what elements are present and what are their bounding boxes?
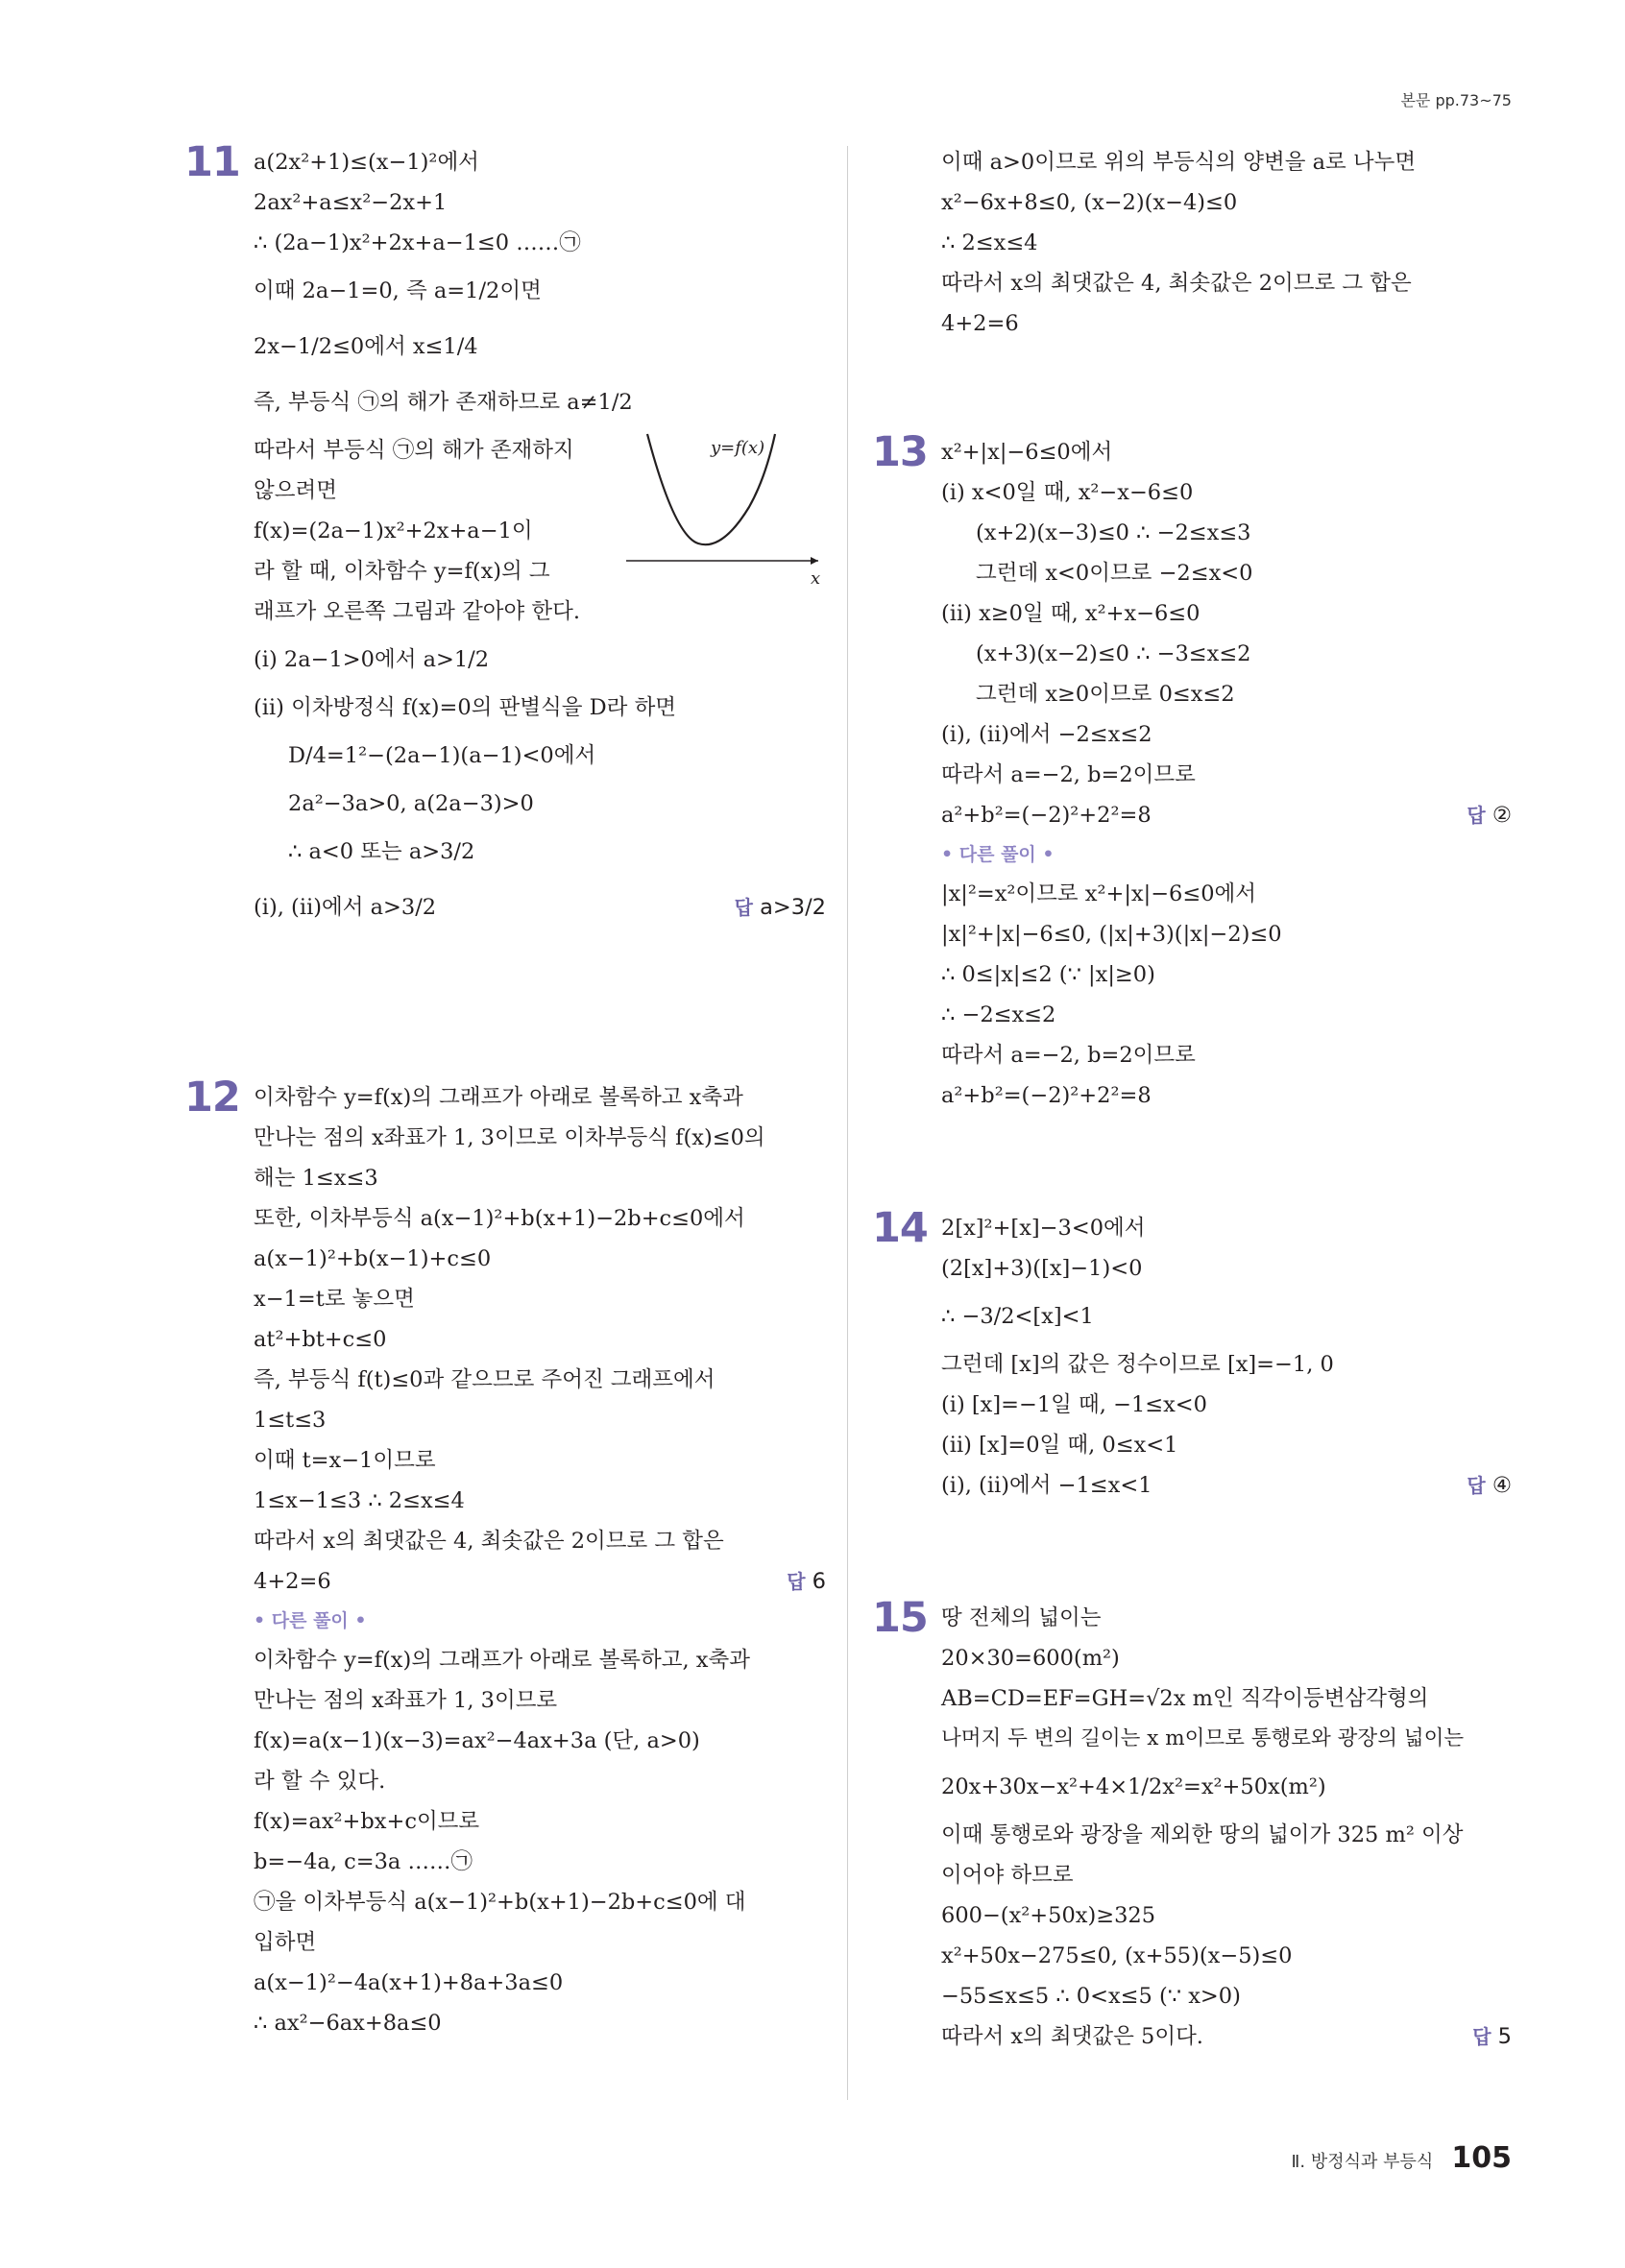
solution-line: 20×30=600(m²) [941, 1646, 1120, 1671]
solution-line: 즉, 부등식 ㉠의 해가 존재하므로 a≠1/2 [254, 390, 633, 415]
alt-solution-line: f(x)=a(x−1)(x−3)=ax²−4ax+3a (단, a>0) [254, 1728, 700, 1753]
page-number: 105 [1451, 2141, 1512, 2175]
solution-line: 2ax²+a≤x²−2x+1 [254, 190, 448, 215]
alt-solution-line: a(x−1)²−4a(x+1)+8a+3a≤0 [254, 1970, 564, 1995]
solution-line: 이때 2a−1=0, 즉 a=1/2이면 [254, 278, 542, 303]
solution-line: 그런데 [x]의 값은 정수이므로 [x]=−1, 0 [941, 1352, 1334, 1377]
solution-line: x²+50x−275≤0, (x+55)(x−5)≤0 [941, 1943, 1293, 1968]
answer: 답 6 [787, 1569, 826, 1594]
alt-solution-line: 만나는 점의 x좌표가 1, 3이므로 [254, 1688, 558, 1713]
right-column [872, 142, 1512, 2057]
solution-line: 따라서 x의 최댓값은 4, 최솟값은 2이므로 그 합은 [254, 1529, 724, 1554]
solution-line: 그런데 x<0이므로 −2≤x<0 [976, 561, 1253, 586]
problem-number: 12 [184, 1074, 240, 1122]
solution-line: 이어야 하므로 [941, 1863, 1074, 1888]
solution-line: (ⅱ) [x]=0일 때, 0≤x<1 [941, 1433, 1178, 1458]
problem-number: 15 [872, 1594, 928, 1642]
solution-line: 또한, 이차부등식 a(x−1)²+b(x+1)−2b+c≤0에서 [254, 1206, 745, 1231]
problem-12-continued [872, 142, 1512, 344]
problem-14 [872, 1204, 1512, 1506]
solution-line: 해는 1≤x≤3 [254, 1166, 378, 1191]
answer: 답 a>3/2 [734, 895, 826, 920]
solution-line: 1≤x−1≤3 ∴ 2≤x≤4 [254, 1488, 465, 1513]
solution-line: 따라서 a=−2, b=2이므로 [941, 762, 1196, 787]
alt-solution-line: 이차함수 y=f(x)의 그래프가 아래로 볼록하고, x축과 [254, 1648, 750, 1673]
solution-line: ∴ a<0 또는 a>3/2 [288, 839, 475, 864]
solution-line: a²+b²=(−2)²+2²=8 [941, 803, 1152, 828]
problem-11 [184, 138, 826, 935]
alt-solution-line: 4+2=6 [941, 311, 1019, 336]
alt-solution-line: 라 할 수 있다. [254, 1769, 386, 1794]
problem-number: 14 [872, 1204, 928, 1252]
solution-line: (ⅱ) x≥0일 때, x²+x−6≤0 [941, 601, 1201, 626]
alt-solution-line: ∴ ax²−6ax+8a≤0 [254, 2011, 442, 2036]
alt-solution-line: ㉠을 이차부등식 a(x−1)²+b(x+1)−2b+c≤0에 대 [254, 1890, 746, 1915]
solution-line: 즉, 부등식 f(t)≤0과 같으므로 주어진 그래프에서 [254, 1367, 715, 1392]
solution-line: 1≤t≤3 [254, 1408, 327, 1433]
solution-line: ∴ (2a−1)x²+2x+a−1≤0 ……㉠ [254, 230, 581, 255]
solution-line: 따라서 부등식 ㉠의 해가 존재하지 [254, 438, 574, 463]
problem-15 [872, 1594, 1512, 2057]
alt-solution-line: a²+b²=(−2)²+2²=8 [941, 1083, 1152, 1108]
solution-line: 라 할 때, 이차함수 y=f(x)의 그 [254, 559, 550, 584]
alt-solution-line: |x|²+|x|−6≤0, (|x|+3)(|x|−2)≤0 [941, 922, 1282, 947]
solution-line: ∴ −3/2<[x]<1 [941, 1304, 1094, 1329]
final-answer-row [941, 2016, 1512, 2057]
solution-line: (ⅰ), (ⅱ)에서 −1≤x<1 [941, 1473, 1152, 1498]
solution-line: (x+2)(x−3)≤0 ∴ −2≤x≤3 [976, 520, 1251, 545]
solution-line: f(x)=(2a−1)x²+2x+a−1이 [254, 519, 533, 543]
solution-line: 20x+30x−x²+4×1/2x²=x²+50x(m²) [941, 1774, 1326, 1799]
alt-solution-line: 입하면 [254, 1930, 317, 1955]
page-footer [1292, 2141, 1512, 2175]
solution-line: 4+2=6 [254, 1569, 331, 1594]
solution-line: (ⅱ) 이차방정식 f(x)=0의 판별식을 D라 하면 [254, 695, 677, 720]
solution-line: a(x−1)²+b(x−1)+c≤0 [254, 1246, 492, 1271]
final-answer-row [941, 1465, 1512, 1506]
solution-line: 600−(x²+50x)≥325 [941, 1903, 1156, 1928]
left-column [184, 138, 826, 2043]
solution-line: x²+|x|−6≤0에서 [941, 440, 1113, 465]
solution-line: (ⅰ) 2a−1>0에서 a>1/2 [254, 647, 490, 672]
solution-line: 않으려면 [254, 478, 337, 503]
chapter-title: Ⅱ. 방정식과 부등식 [1291, 2152, 1434, 2172]
solution-line: 만나는 점의 x좌표가 1, 3이므로 이차부등식 f(x)≤0의 [254, 1125, 765, 1150]
alt-solution-line: ∴ 2≤x≤4 [941, 230, 1038, 255]
solution-line: 이때 t=x−1이므로 [254, 1448, 436, 1473]
alt-solution-line: ∴ 0≤|x|≤2 (∵ |x|≥0) [941, 962, 1155, 987]
solution-line: D/4=1²−(2a−1)(a−1)<0에서 [288, 743, 596, 768]
problem-number: 13 [872, 428, 928, 476]
final-answer-row [941, 795, 1512, 835]
curve-label: y=f(x) [711, 438, 765, 458]
solution-line: x−1=t로 놓으면 [254, 1287, 415, 1312]
solution-line: (2[x]+3)([x]−1)<0 [941, 1256, 1143, 1281]
alt-solution-line: 이때 a>0이므로 위의 부등식의 양변을 a로 나누면 [941, 150, 1417, 175]
solution-line: (ⅰ), (ⅱ)에서 −2≤x≤2 [941, 722, 1152, 747]
alt-solution-line: 따라서 x의 최댓값은 4, 최솟값은 2이므로 그 합은 [941, 271, 1412, 296]
solution-line: 이차함수 y=f(x)의 그래프가 아래로 볼록하고 x축과 [254, 1085, 743, 1110]
final-answer-row [254, 1561, 826, 1602]
solution-line: at²+bt+c≤0 [254, 1327, 387, 1352]
answer: 답 ② [1467, 803, 1512, 828]
final-answer-row [254, 880, 826, 935]
parabola-graph [626, 430, 828, 593]
solution-line: −55≤x≤5 ∴ 0<x≤5 (∵ x>0) [941, 1984, 1241, 2009]
solution-line: (ⅰ) [x]=−1일 때, −1≤x<0 [941, 1392, 1207, 1417]
alt-solution-title: • 다른 풀이 • [941, 844, 1055, 865]
alt-solution-line: ∴ −2≤x≤2 [941, 1002, 1056, 1027]
alt-solution-line: b=−4a, c=3a ……㉠ [254, 1849, 473, 1874]
alt-solution-line: f(x)=ax²+bx+c이므로 [254, 1809, 480, 1834]
solution-line: AB=CD=EF=GH=√2x m인 직각이등변삼각형의 [941, 1686, 1429, 1711]
answer: 답 ④ [1467, 1473, 1512, 1498]
answer: 답 5 [1472, 2024, 1512, 2049]
axis-label: x [811, 568, 821, 589]
solution-line: 그런데 x≥0이므로 0≤x≤2 [976, 682, 1235, 707]
problem-12 [184, 1074, 826, 2043]
solution-line: 이때 통행로와 광장을 제외한 땅의 넓이가 325 m² 이상 [941, 1822, 1464, 1847]
solution-line: 땅 전체의 넓이는 [941, 1605, 1102, 1630]
alt-solution-line: |x|²=x²이므로 x²+|x|−6≤0에서 [941, 881, 1257, 906]
solution-line: 나머지 두 변의 길이는 x m이므로 통행로와 광장의 넓이는 [941, 1726, 1465, 1750]
x-axis-arrow [811, 557, 818, 565]
alt-solution-line: 따라서 a=−2, b=2이므로 [941, 1043, 1196, 1068]
alt-solution-title: • 다른 풀이 • [254, 1610, 367, 1631]
page-reference: 본문 pp.73~75 [1400, 91, 1512, 109]
solution-line: 래프가 오른쪽 그림과 같아야 한다. [254, 599, 581, 624]
solution-line: 2a²−3a>0, a(2a−3)>0 [288, 791, 534, 816]
solution-line: (x+3)(x−2)≤0 ∴ −3≤x≤2 [976, 641, 1251, 666]
column-divider [847, 146, 848, 2100]
solution-line: 2[x]²+[x]−3<0에서 [941, 1216, 1146, 1241]
problem-number: 11 [184, 138, 240, 186]
problem-13 [872, 428, 1512, 1116]
alt-solution-line: x²−6x+8≤0, (x−2)(x−4)≤0 [941, 190, 1238, 215]
solution-line: (ⅰ), (ⅱ)에서 a>3/2 [254, 895, 437, 920]
solution-line: 따라서 x의 최댓값은 5이다. [941, 2024, 1203, 2049]
solution-line: 2x−1/2≤0에서 x≤1/4 [254, 334, 478, 359]
solution-line: (ⅰ) x<0일 때, x²−x−6≤0 [941, 480, 1194, 505]
solution-line: a(2x²+1)≤(x−1)²에서 [254, 150, 479, 175]
